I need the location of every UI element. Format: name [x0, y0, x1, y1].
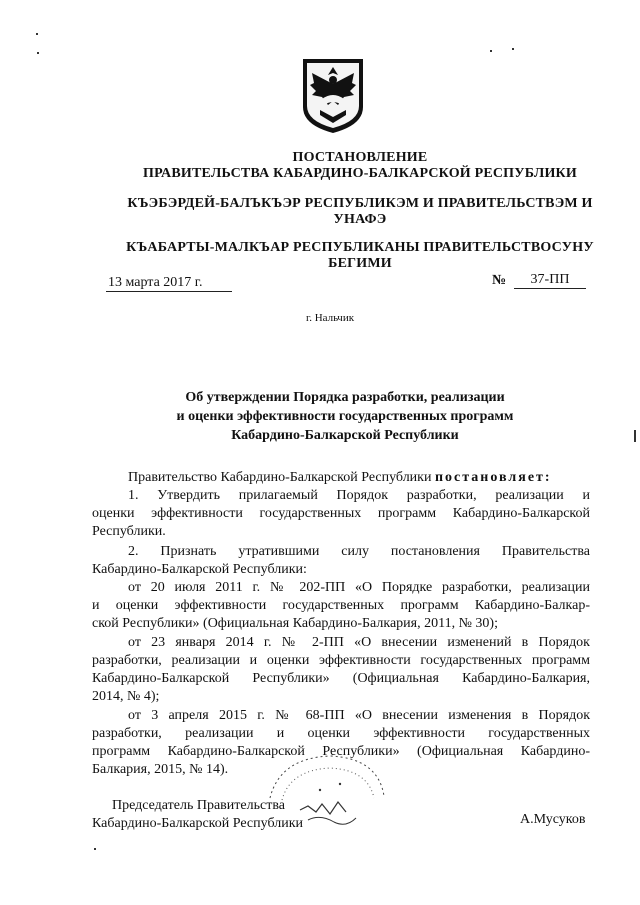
scan-speck — [490, 50, 492, 52]
body-line: Кабардино-Балкарской Республики: — [92, 562, 307, 577]
body-line: Кабардино-Балкарской Республики» (Официальная Кабардино-Балкария, — [92, 671, 590, 686]
scan-speck — [37, 52, 39, 54]
city-label: г. Нальчик — [305, 312, 355, 324]
balkar-heading-line1: КЪАБАРТЫ-МАЛКЪАР РЕСПУБЛИКАНЫ ПРАВИТЕЛЬСТВОСУНУ — [126, 240, 594, 255]
intro-text: Правительство Кабардино-Балкарской Республики — [128, 470, 435, 485]
body-line: от 20 июля 2011 г. № 202-ПП «О Порядке разработки, реализации — [128, 580, 590, 595]
scan-speck — [94, 848, 96, 850]
intro-paragraph — [92, 469, 590, 487]
kabardian-heading-line1: КЪЭБЭРДЕЙ-БАЛЪКЪЭР РЕСПУБЛИКЭМ И ПРАВИТЕЛЬСТВЭМ И — [127, 196, 593, 211]
kabardian-heading-line2: УНАФЭ — [333, 212, 387, 227]
body-line: от 3 апреля 2015 г. № 68-ПП «О внесении изменения в Порядок — [128, 708, 590, 723]
body-line: программ Кабардино-Балкарской Республики» (Официальная Кабардино- — [92, 744, 590, 759]
doc-type-heading: ПОСТАНОВЛЕНИЕ — [292, 150, 428, 165]
body-line: оценки эффективности государственных программ Кабардино-Балкарской — [92, 506, 590, 521]
title-line: Об утверждении Порядка разработки, реализации — [185, 390, 505, 405]
document-number: 37-ПП — [514, 272, 586, 289]
intro-keyword: постановляет: — [434, 470, 552, 485]
number-sign: № — [492, 273, 507, 288]
body-line: 1. Утвердить прилагаемый Порядок разработки, реализации и — [128, 488, 590, 503]
title-line: и оценки эффективности государственных программ — [176, 409, 514, 424]
body-line: Республики. — [92, 524, 166, 539]
scan-speck — [634, 430, 636, 442]
body-line: Балкария, 2015, № 14). — [92, 762, 229, 777]
body-line: разработки, реализации и оценки эффективности государственных программ — [92, 653, 590, 668]
coat-of-arms-eagle-icon — [298, 55, 368, 135]
body-line: от 23 января 2014 г. № 2-ПП «О внесении изменений в Порядок — [128, 635, 590, 650]
body-line: 2. Признать утратившими силу постановления Правительства — [128, 544, 590, 559]
body-line: разработки, реализации и оценки эффективности государственных — [92, 726, 590, 741]
title-line: Кабардино-Балкарской Республики — [231, 428, 459, 443]
balkar-heading-line2: БЕГИМИ — [328, 256, 392, 271]
signatory-title-line2: Кабардино-Балкарской Республики — [92, 816, 303, 831]
signatory-title-line1: Председатель Правительства — [112, 798, 285, 813]
signatory-name: А.Мусуков — [520, 812, 586, 827]
body-line: 2014, № 4); — [92, 689, 160, 704]
issuer-heading: ПРАВИТЕЛЬСТВА КАБАРДИНО-БАЛКАРСКОЙ РЕСПУБЛИКИ — [142, 166, 578, 181]
scan-speck — [512, 48, 514, 50]
body-line: и оценки эффективности государственных программ Кабардино-Балкар- — [92, 598, 590, 613]
scan-speck — [36, 33, 38, 35]
document-date: 13 марта 2017 г. — [106, 275, 232, 292]
body-line: ской Республики» (Официальная Кабардино-Балкария, 2011, № 30); — [92, 616, 498, 631]
